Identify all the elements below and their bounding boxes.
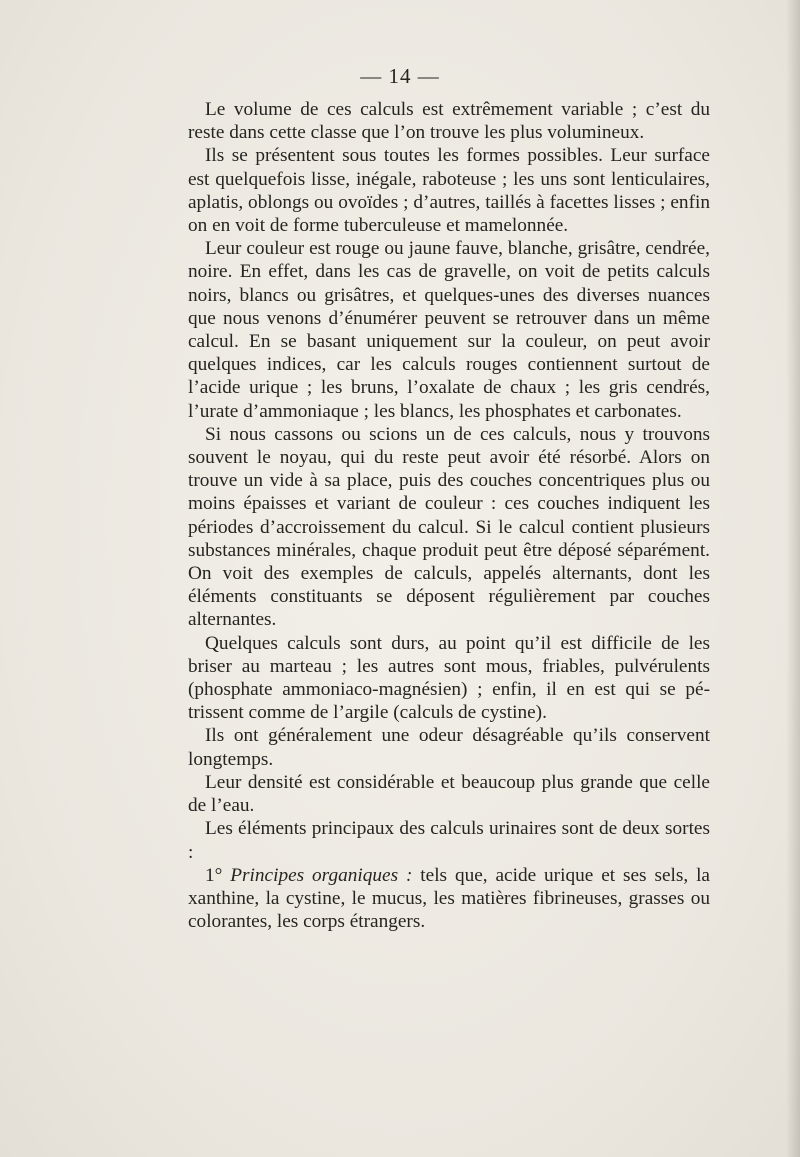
list-number: 1° [205, 864, 231, 886]
organic-principles-heading: Principes organiques : [230, 864, 413, 886]
paragraph-color: Leur couleur est rouge ou jaune fauve, blanche, grisâtre, cendrée, noire. En effet, dans les cas de gravelle, on voit de petits calculs noirs, blancs ou grisâtres, et quelques-unes des diverses nuances que nous venons d’énumérer peuvent se retrouver dans un même calcul. En se basant uniquement sur la couleur, on peut avoir quelques indices, car les calculs rouges contiennent surtout de l’acide urique ; les bruns, l’oxalate de chaux ; les gris cendrés, l’urate d’ammoniaque ; les blancs, les phosphates et carbonates. [188, 238, 710, 422]
paragraph-forms: Ils se présentent sous toutes les formes possibles. Leur surface est quelquefois lisse, inégale, raboteuse ; les uns sont lenticulaires, aplatis, oblongs ou ovoïdes ; d’autres, taillés à facettes lisses ; enfin on en voit de forme tuberculeuse et mamelonnée. [188, 145, 710, 237]
page-edge-shadow [786, 0, 800, 1157]
organic-principles-text: tels que, acide urique et ses sels, la xanthine, la cystine, le mucus, les matières fibrineuses, grasses ou colorantes, les corps étrangers. [188, 864, 710, 933]
paragraph-density: Leur densité est considérable et beaucoup plus grande que celle de l’eau. [188, 771, 710, 817]
paragraph-volume: Le volume de ces calculs est extrêmement variable ; c’est du reste dans cette classe que l’on trouve les plus volumineux. [188, 99, 710, 144]
paragraph-hardness: Quelques calculs sont durs, au point qu’il est difficile de les briser au marteau ; les autres sont mous, friables, pulvérulents (phosphate ammoniaco-magnésien) ; enfin, il en est qui se pétrissent comme de l’argile (calculs de cystine). [188, 632, 710, 724]
paragraph-odor: Ils ont généralement une odeur désagréable qu’ils conservent longtemps. [188, 725, 710, 770]
paragraph-structure: Si nous cassons ou scions un de ces calculs, nous y trouvons souvent le noyau, qui du reste peut avoir été résorbé. Alors on trouve un vide à sa place, puis des couches concentriques plus ou moins épaisses et variant de couleur : ces couches indiquent les périodes d’accroissement du calcul. Si le calcul contient plusieurs substances minérales, chaque produit peut être déposé séparément. On voit des exemples de calculs, appelés alternants, dont les éléments constituants se déposent régulièrement par couches alternantes. [188, 423, 710, 631]
paragraph-organic-principles [188, 864, 710, 934]
page-number: — 14 — [360, 64, 440, 88]
paragraph-elements: Les éléments principaux des calculs urinaires sont de deux sortes : [188, 818, 710, 863]
body-text [188, 98, 710, 933]
